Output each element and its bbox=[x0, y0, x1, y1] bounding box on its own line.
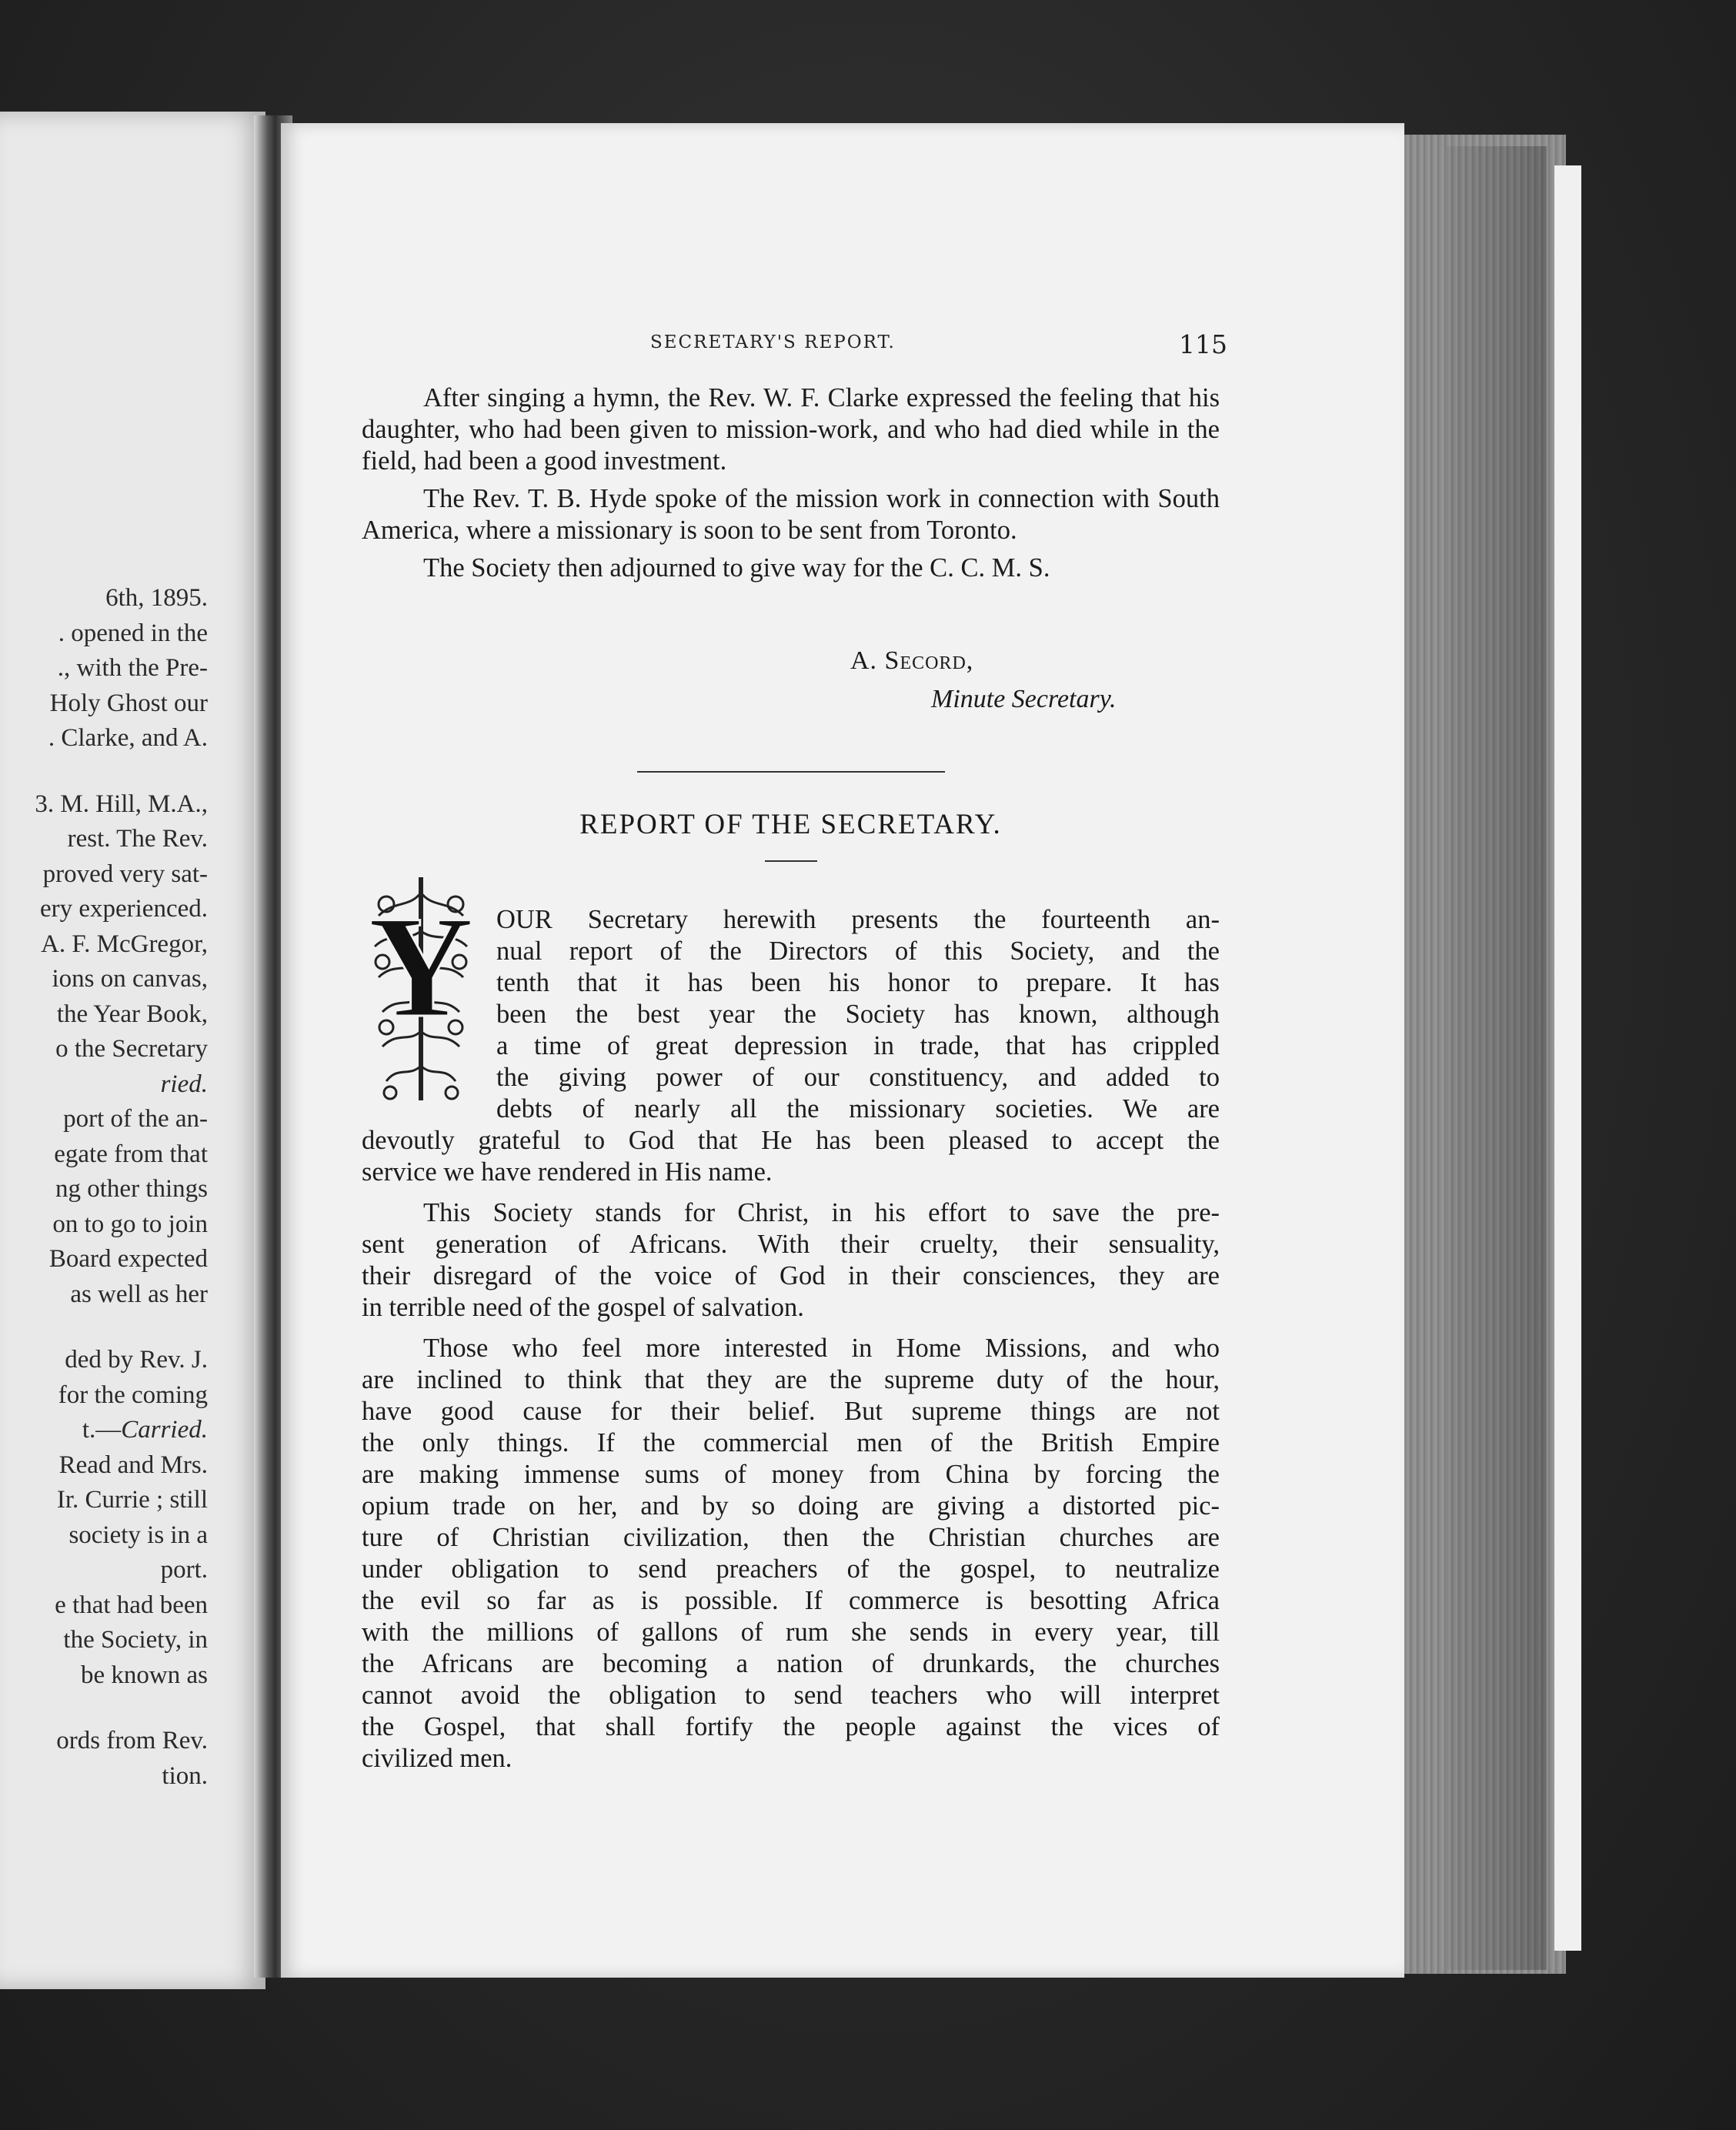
facing-line: . opened in the bbox=[58, 619, 208, 647]
facing-line: ery experienced. bbox=[39, 895, 208, 923]
facing-line: port of the an- bbox=[63, 1105, 208, 1133]
facing-line: be known as bbox=[81, 1661, 208, 1689]
running-head: SECRETARY'S REPORT. bbox=[650, 332, 896, 352]
facing-line: 6th, 1895. bbox=[105, 584, 208, 612]
minutes-paragraph: After singing a hymn, the Rev. W. F. Clarke expressed the feeling that his daughter, who had been given to mission-work, and who had died while in the field, had been a good investment. bbox=[362, 383, 1220, 476]
text-line: sent generation of Africans. With their cruelty, their sensuality, bbox=[362, 1230, 1220, 1259]
facing-line: o the Secretary bbox=[55, 1035, 208, 1063]
facing-line: ried. bbox=[160, 1070, 208, 1098]
facing-line: rest. The Rev. bbox=[67, 825, 208, 853]
text-line: tenth that it has been his honor to prepare. It has bbox=[496, 968, 1220, 997]
text-line: opium trade on her, and by so doing are giving a distorted pic- bbox=[362, 1491, 1220, 1521]
report-text bbox=[362, 904, 1220, 1784]
report-paragraph bbox=[362, 904, 1220, 1188]
text-line: a time of great depression in trade, that has crippled bbox=[496, 1031, 1220, 1060]
facing-line: Read and Mrs. bbox=[58, 1451, 208, 1479]
signature-name: A. Secord, bbox=[850, 646, 974, 675]
section-heading: REPORT OF THE SECRETARY. bbox=[579, 809, 1002, 840]
facing-line: the Society, in bbox=[63, 1626, 208, 1654]
facing-line: on to go to join bbox=[52, 1210, 208, 1238]
text-line: are inclined to think that they are the supreme duty of the hour, bbox=[362, 1365, 1220, 1394]
facing-line: society is in a bbox=[68, 1521, 208, 1549]
facing-line: the Year Book, bbox=[56, 1000, 208, 1028]
text-line: been the best year the Society has known, although bbox=[496, 1000, 1220, 1029]
report-paragraph bbox=[362, 1197, 1220, 1324]
text-line: have good cause for their belief. But supreme things are not bbox=[362, 1397, 1220, 1426]
facing-line: as well as her bbox=[70, 1280, 208, 1308]
minutes-text bbox=[362, 382, 1220, 590]
facing-line: port. bbox=[160, 1556, 208, 1584]
facing-line: Holy Ghost our bbox=[49, 689, 208, 717]
facing-line: . Clarke, and A. bbox=[48, 724, 208, 752]
facing-line: t.—Carried. bbox=[82, 1416, 208, 1444]
text-line: the only things. If the commercial men of the British Empire bbox=[362, 1428, 1220, 1457]
facing-line: ded by Rev. J. bbox=[65, 1346, 208, 1374]
text-line: This Society stands for Christ, in his effort to save the pre- bbox=[423, 1198, 1220, 1227]
text-line: the evil so far as is possible. If commerce is besotting Africa bbox=[362, 1586, 1220, 1615]
text-line: OUR Secretary herewith presents the fourteenth an- bbox=[496, 905, 1220, 934]
report-paragraph bbox=[362, 1333, 1220, 1774]
text-line: are making immense sums of money from China by forcing the bbox=[362, 1460, 1220, 1489]
drop-cap-letter: Y bbox=[368, 886, 474, 1048]
facing-line: ions on canvas, bbox=[52, 965, 208, 993]
facing-line: e that had been bbox=[55, 1591, 208, 1619]
text-line: their disregard of the voice of God in their consciences, they are bbox=[362, 1261, 1220, 1290]
facing-line: for the coming bbox=[58, 1380, 208, 1409]
text-line: devoutly grateful to God that He has been pleased to accept the bbox=[362, 1126, 1220, 1155]
text-line: the Africans are becoming a nation of drunkards, the churches bbox=[362, 1649, 1220, 1678]
text-line: service we have rendered in His name. bbox=[362, 1157, 773, 1187]
text-line: with the millions of gallons of rum she sends in every year, till bbox=[362, 1618, 1220, 1647]
text-line: the Gospel, that shall fortify the people against the vices of bbox=[362, 1712, 1220, 1741]
facing-line: tion. bbox=[162, 1761, 208, 1790]
text-line: civilized men. bbox=[362, 1744, 512, 1773]
text-line: cannot avoid the obligation to send teachers who will interpret bbox=[362, 1681, 1220, 1710]
text-line: debts of nearly all the missionary societies. We are bbox=[496, 1094, 1220, 1123]
section-divider bbox=[637, 771, 945, 773]
minutes-paragraph: The Rev. T. B. Hyde spoke of the mission work in connection with South America, where a missionary is soon to be sent from Toronto. bbox=[362, 484, 1220, 545]
heading-rule bbox=[765, 860, 817, 862]
text-line: in terrible need of the gospel of salvation. bbox=[362, 1293, 804, 1322]
facing-line: egate from that bbox=[54, 1140, 208, 1168]
facing-line: ords from Rev. bbox=[56, 1727, 208, 1754]
signature-title: Minute Secretary. bbox=[931, 685, 1117, 713]
text-line: the giving power of our constituency, and added to bbox=[496, 1063, 1220, 1092]
text-line: Those who feel more interested in Home Missions, and who bbox=[423, 1334, 1220, 1363]
text-line: ture of Christian civilization, then the Christian churches are bbox=[362, 1523, 1220, 1552]
text-line: under obligation to send preachers of the gospel, to neutralize bbox=[362, 1554, 1220, 1584]
facing-line: ng other things bbox=[55, 1175, 208, 1203]
facing-line: proved very sat- bbox=[42, 860, 208, 888]
page-number: 115 bbox=[1179, 329, 1227, 359]
minutes-paragraph: The Society then adjourned to give way for the C. C. M. S. bbox=[423, 553, 1050, 583]
facing-line: ., with the Pre- bbox=[57, 654, 208, 682]
facing-line: Board expected bbox=[48, 1245, 208, 1273]
facing-line: 3. M. Hill, M.A., bbox=[35, 790, 208, 818]
facing-line: Ir. Currie ; still bbox=[56, 1486, 208, 1514]
facing-line: A. F. McGregor, bbox=[41, 930, 208, 958]
text-line: nual report of the Directors of this Society, and the bbox=[496, 936, 1220, 966]
